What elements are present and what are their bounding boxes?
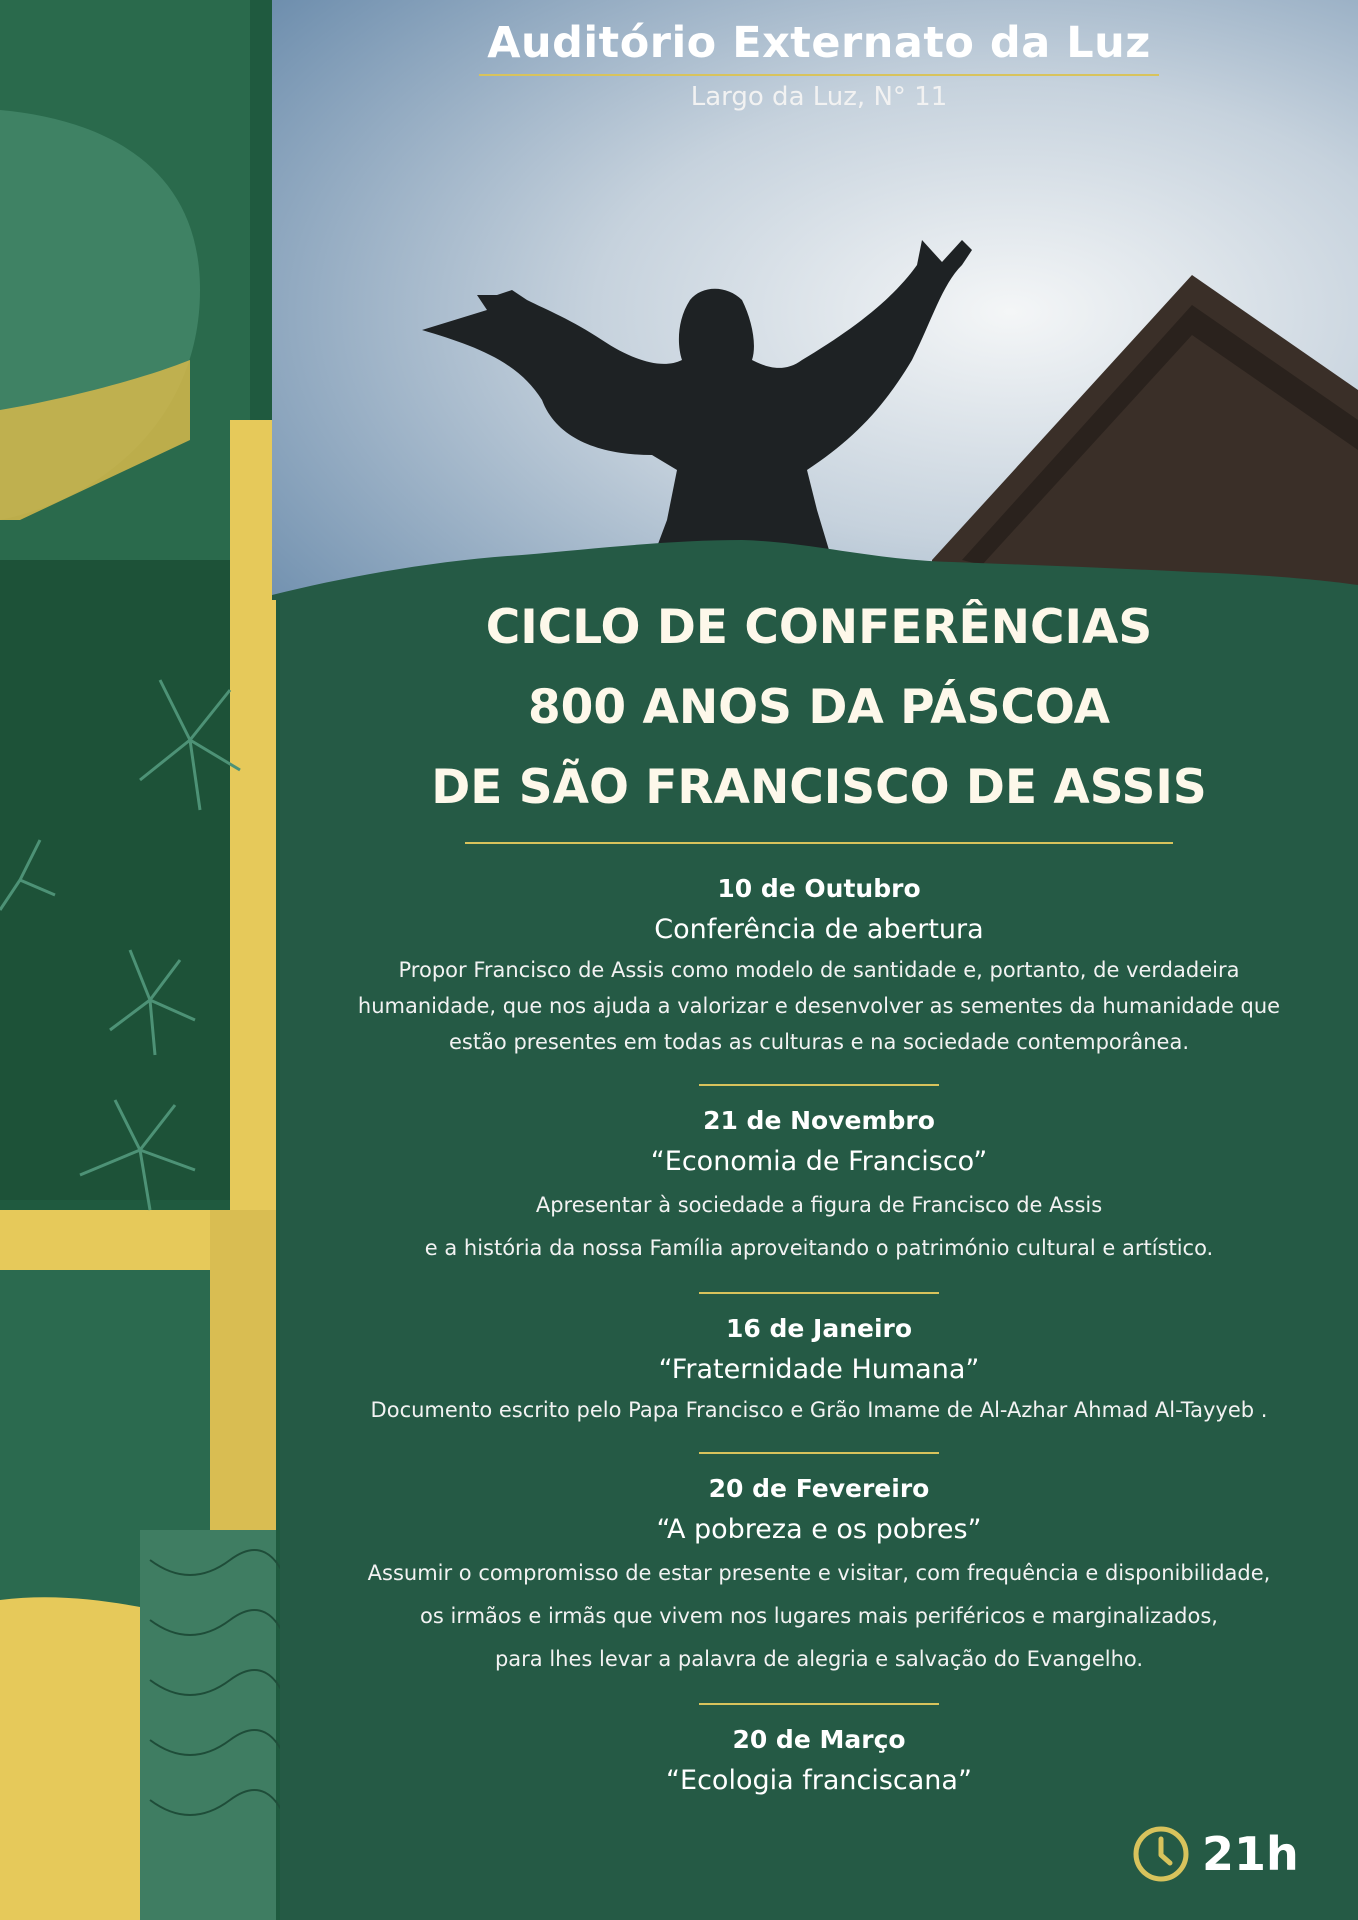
session-divider — [699, 1292, 939, 1294]
session-title: Conferência de abertura — [654, 914, 984, 945]
venue-address: Largo da Luz, N° 11 — [690, 82, 948, 112]
event-title-line: DE SÃO FRANCISCO DE ASSIS — [431, 760, 1207, 815]
session-title: “Ecologia franciscana” — [666, 1765, 972, 1796]
event-title-line: 800 ANOS DA PÁSCOA — [527, 680, 1110, 735]
session-item — [280, 1721, 1358, 1803]
session-date: 20 de Fevereiro — [708, 1474, 930, 1503]
decorative-left-artwork — [0, 0, 280, 1920]
session-date: 10 de Outubro — [717, 874, 921, 903]
session-description-line: Apresentar à sociedade a figura de Francisco de Assis — [535, 1193, 1103, 1217]
session-divider — [699, 1452, 939, 1454]
session-description — [280, 1392, 1358, 1428]
session-item — [280, 870, 1358, 1060]
conference-content — [280, 588, 1358, 1803]
session-title: “Economia de Francisco” — [650, 1146, 988, 1177]
session-date: 16 de Janeiro — [725, 1314, 913, 1343]
session-description-line: humanidade, que nos ajuda a valorizar e desenvolver as sementes da humanidade que — [357, 994, 1281, 1018]
session-title: “Fraternidade Humana” — [658, 1354, 980, 1385]
venue-header — [280, 18, 1358, 112]
event-title — [280, 588, 1358, 828]
session-description-line: e a história da nossa Família aproveitando o património cultural e artístico. — [424, 1236, 1214, 1260]
session-description-line: estão presentes em todas as culturas e na sociedade contemporânea. — [448, 1030, 1190, 1054]
title-divider — [465, 842, 1173, 844]
session-description-line: os irmãos e irmãs que vivem nos lugares mais periféricos e marginalizados, — [420, 1604, 1218, 1628]
session-date: 20 de Março — [732, 1725, 906, 1754]
session-item — [280, 1102, 1358, 1270]
session-date: 21 de Novembro — [703, 1106, 935, 1135]
session-description-line: para lhes levar a palavra de alegria e salvação do Evangelho. — [494, 1647, 1144, 1671]
session-description — [280, 952, 1358, 1060]
session-description-line: Documento escrito pelo Papa Francisco e Grão Imame de Al-Azhar Ahmad Al-Tayyeb . — [370, 1398, 1268, 1422]
session-title: “A pobreza e os pobres” — [656, 1514, 982, 1545]
clock-icon — [1132, 1825, 1190, 1883]
session-item — [280, 1470, 1358, 1681]
session-description — [280, 1552, 1358, 1681]
session-item — [280, 1310, 1358, 1428]
event-time: 21h — [1202, 1827, 1299, 1881]
time-badge — [1132, 1822, 1299, 1886]
session-description — [280, 1184, 1358, 1270]
session-description-line: Assumir o compromisso de estar presente e visitar, com frequência e disponibilidade, — [367, 1561, 1271, 1585]
session-divider — [699, 1084, 939, 1086]
session-description-line: Propor Francisco de Assis como modelo de santidade e, portanto, de verdadeira — [398, 958, 1240, 982]
event-title-line: CICLO DE CONFERÊNCIAS — [485, 600, 1153, 655]
venue-name: Auditório Externato da Luz — [479, 18, 1159, 76]
session-divider — [699, 1703, 939, 1705]
